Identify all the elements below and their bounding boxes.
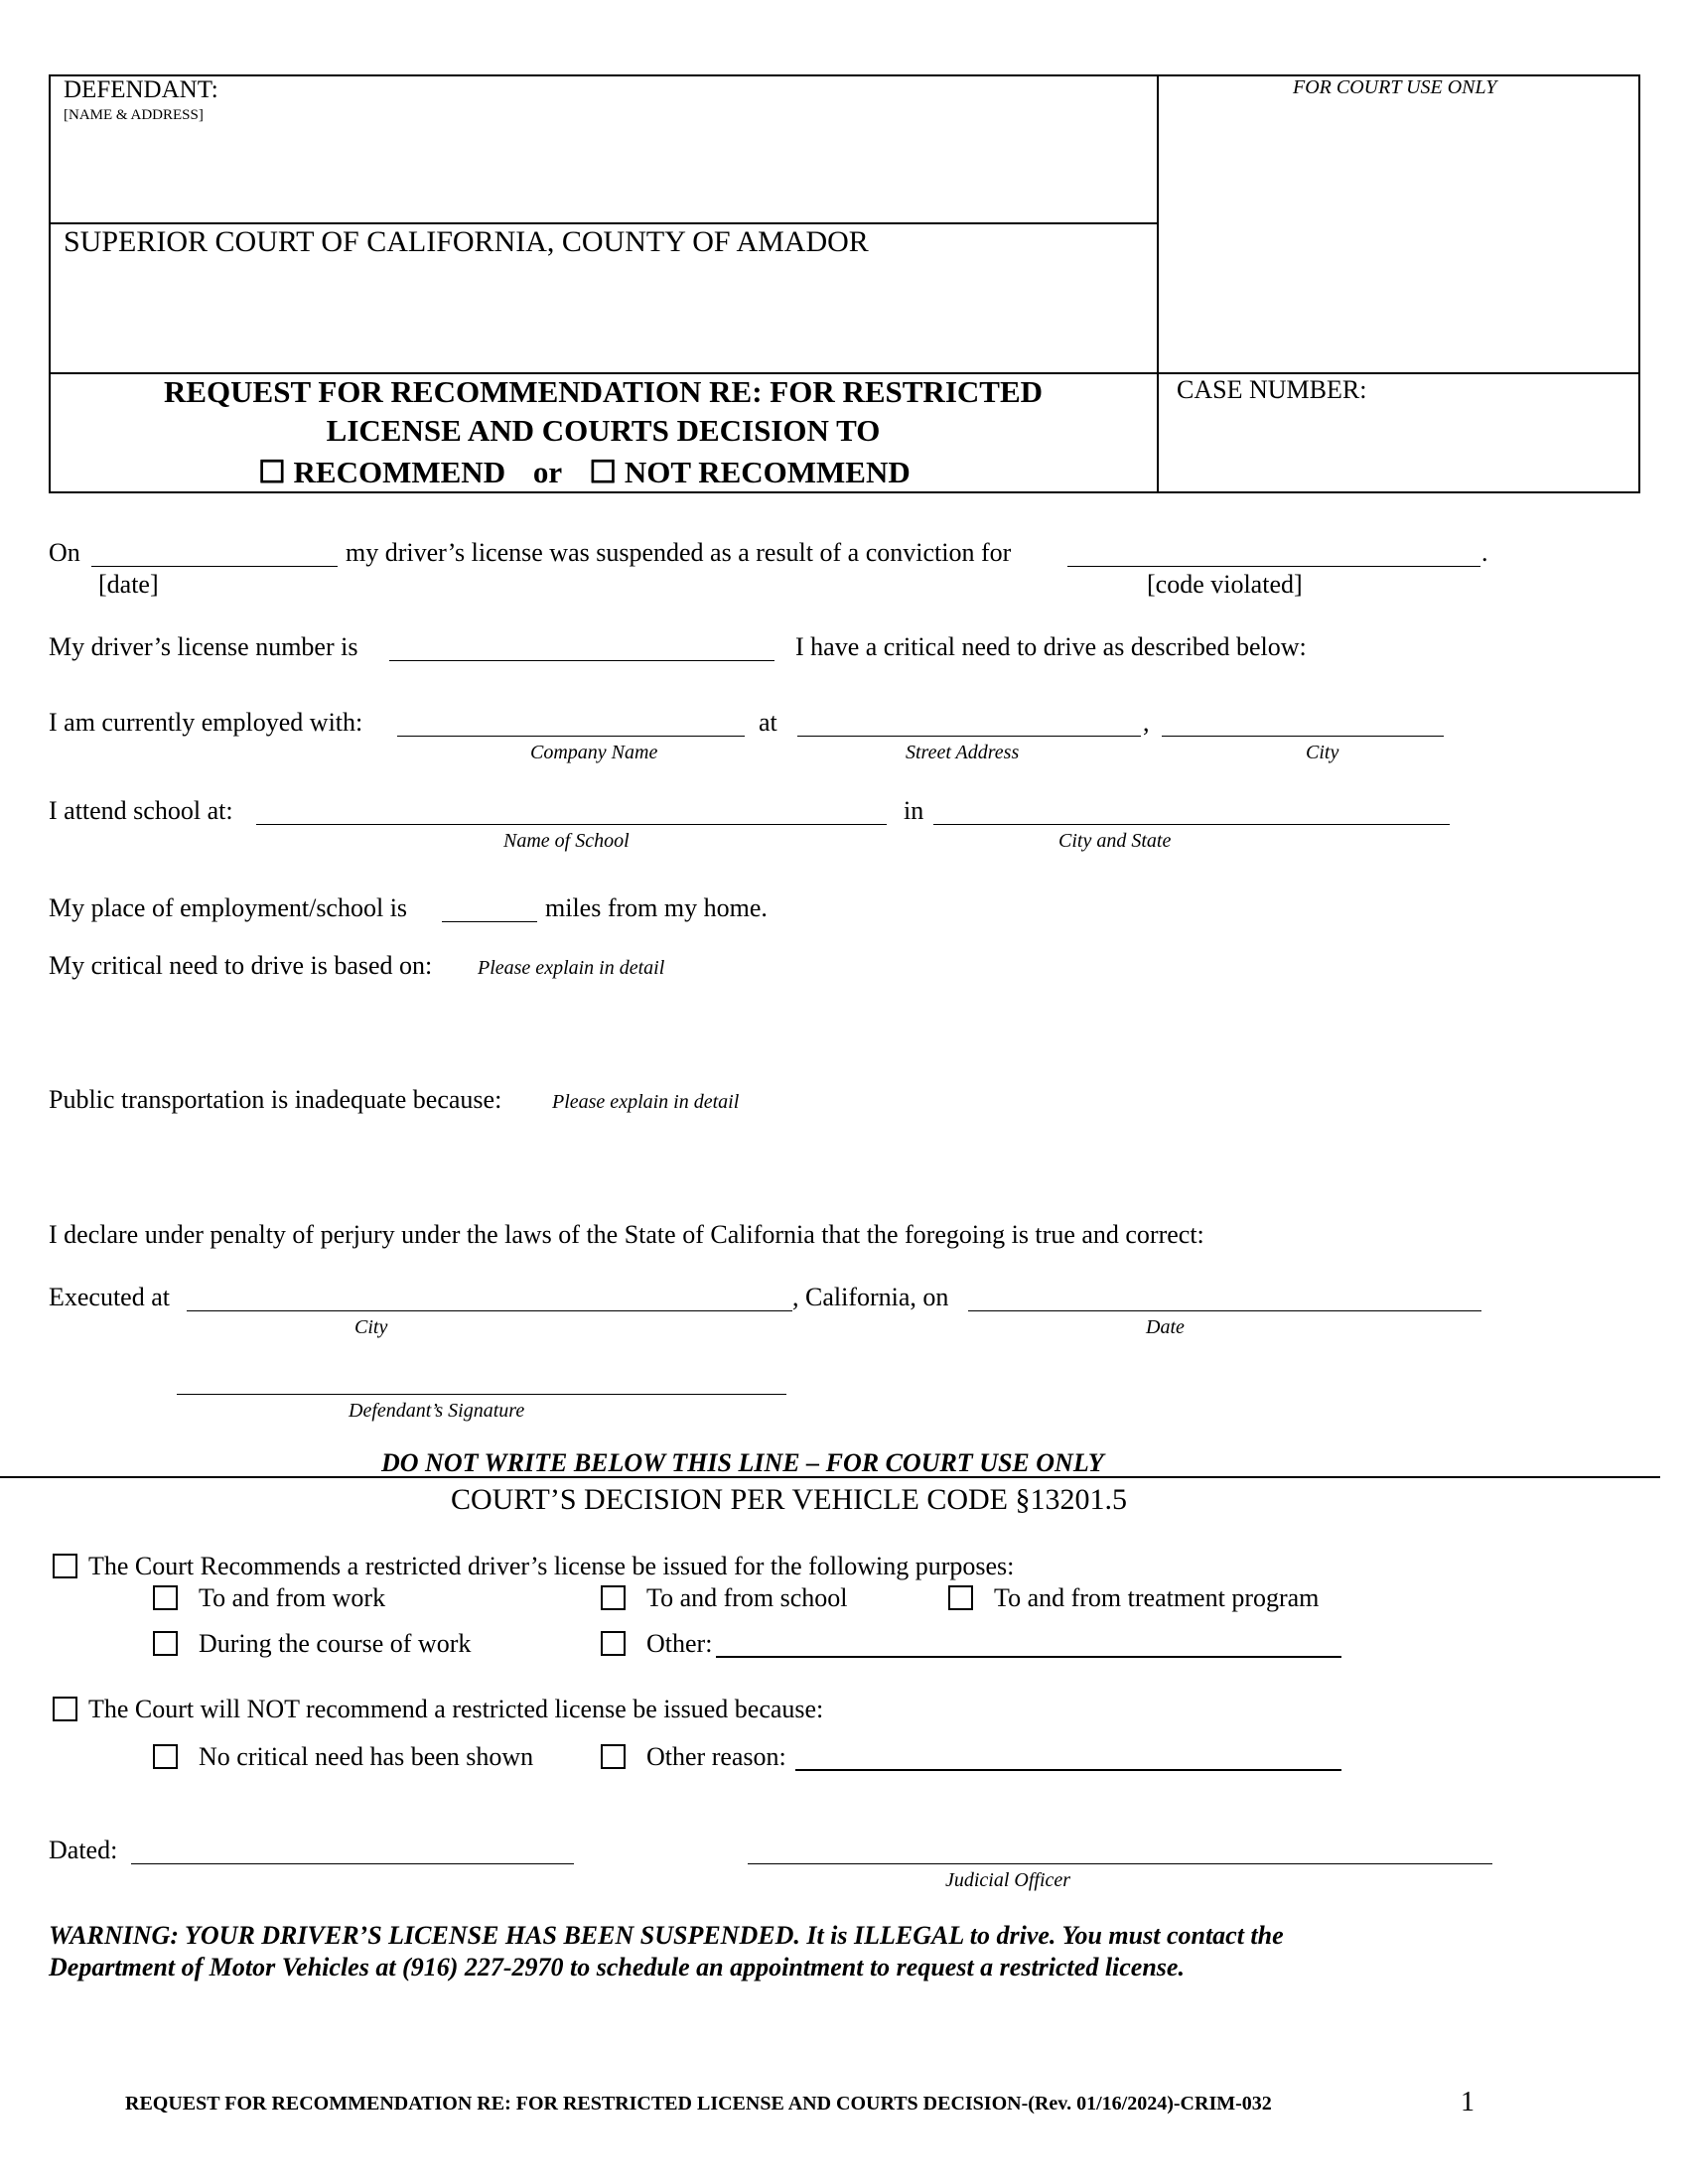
opt-no-need-label: No critical need has been shown [199,1742,534,1771]
opt-course-work-label: During the course of work [199,1629,472,1658]
judicial-officer-signature-field[interactable] [748,1863,1492,1864]
defendant-label: DEFENDANT: [64,76,218,103]
opt-no-need-checkbox[interactable] [153,1744,178,1769]
opt-other-reason-label: Other reason: [646,1742,786,1771]
defendant-sub-label: [NAME & ADDRESS] [64,107,204,123]
miles-field[interactable] [442,921,537,922]
period: . [1481,538,1488,567]
dated-label: Dated: [49,1836,118,1864]
do-not-write-notice: DO NOT WRITE BELOW THIS LINE – FOR COURT USE ONLY [381,1448,1104,1477]
dated-field[interactable] [131,1863,574,1864]
or-label: or [532,455,562,489]
need-explain-hint: Please explain in detail [478,957,665,979]
date-caption: [date] [98,570,159,599]
miles-prefix: My place of employment/school is [49,893,408,922]
opt-other-reason-checkbox[interactable] [601,1744,626,1769]
critical-need-statement: I have a critical need to drive as described below: [795,632,1307,661]
opt-other-label: Other: [646,1629,713,1658]
page-number: 1 [1461,2087,1475,2117]
miles-suffix: miles from my home. [545,893,768,922]
code-violated-caption: [code violated] [1147,570,1303,599]
opt-work-checkbox[interactable] [153,1585,178,1610]
warning-line1: WARNING: YOUR DRIVER’S LICENSE HAS BEEN SUSPENDED. It is ILLEGAL to drive. You must contact the [49,1921,1284,1950]
suspended-text: my driver’s license was suspended as a result of a conviction for [346,538,1012,567]
license-number-label: My driver’s license number is [49,632,358,661]
court-not-recommend-checkbox[interactable] [53,1697,77,1721]
recommend-label: RECOMMEND [293,455,506,489]
school-name-field[interactable] [256,824,887,825]
header-divider-1 [49,222,1158,224]
opt-treatment-label: To and from treatment program [994,1583,1320,1612]
court-recommends-checkbox[interactable] [53,1554,77,1578]
comma: , [1143,708,1150,737]
form-title-line1: REQUEST FOR RECOMMENDATION RE: FOR RESTRICTED [163,374,1044,409]
opt-other-checkbox[interactable] [601,1631,626,1656]
company-name-caption: Company Name [530,742,658,763]
header-divider-vertical [1157,74,1159,493]
executed-city-caption: City [354,1316,388,1338]
judicial-officer-caption: Judicial Officer [945,1869,1071,1891]
code-violated-field[interactable] [1067,566,1480,567]
city-caption: City [1306,742,1339,763]
form-title-line2: LICENSE AND COURTS DECISION TO [326,413,881,448]
court-recommends-text: The Court Recommends a restricted driver’s license be issued for the following purposes: [88,1552,1015,1580]
opt-course-work-checkbox[interactable] [153,1631,178,1656]
not-recommend-label: NOT RECOMMEND [624,455,911,489]
court-use-only-label: FOR COURT USE ONLY [1293,76,1497,98]
footer-form-id: REQUEST FOR RECOMMENDATION RE: FOR RESTRICTED LICENSE AND COURTS DECISION-(Rev. 01/16/2024)-CRIM-032 [125,2093,1272,2115]
court-name: SUPERIOR COURT OF CALIFORNIA, COUNTY OF AMADOR [64,225,869,258]
on-label: On [49,538,80,567]
case-number-label: CASE NUMBER: [1177,375,1367,404]
transport-explain-hint: Please explain in detail [552,1091,740,1113]
court-use-divider [0,1476,1660,1478]
executed-date-caption: Date [1146,1316,1185,1338]
recommend-checkbox[interactable]: ☐ [258,455,286,489]
signature-field[interactable] [177,1394,786,1395]
opt-school-label: To and from school [646,1583,848,1612]
executed-at-label: Executed at [49,1283,170,1311]
decision-title: COURT’S DECISION PER VEHICLE CODE §13201.5 [451,1483,1127,1516]
opt-other-reason-field[interactable] [795,1769,1341,1771]
need-based-label: My critical need to drive is based on: [49,951,433,980]
opt-other-field[interactable] [716,1656,1341,1658]
school-label: I attend school at: [49,796,233,825]
opt-treatment-checkbox[interactable] [948,1585,973,1610]
in-label: in [904,796,924,825]
school-city-state-field[interactable] [933,824,1450,825]
date-field[interactable] [91,566,338,567]
school-name-caption: Name of School [503,830,630,852]
title-options [258,455,911,490]
executed-city-field[interactable] [187,1310,792,1311]
company-name-field[interactable] [397,736,745,737]
street-address-field[interactable] [797,736,1141,737]
opt-school-checkbox[interactable] [601,1585,626,1610]
declaration-text: I declare under penalty of perjury under the laws of the State of California that the foregoing is true and correct: [49,1220,1204,1249]
not-recommend-checkbox[interactable]: ☐ [589,455,618,489]
opt-work-label: To and from work [199,1583,386,1612]
california-on-label: , California, on [792,1283,949,1311]
executed-date-field[interactable] [968,1310,1481,1311]
employed-label: I am currently employed with: [49,708,363,737]
city-state-caption: City and State [1058,830,1172,852]
employer-city-field[interactable] [1162,736,1444,737]
at-label: at [759,708,777,737]
license-number-field[interactable] [389,660,774,661]
court-not-recommend-text: The Court will NOT recommend a restricted license be issued because: [88,1695,824,1723]
signature-caption: Defendant’s Signature [349,1400,525,1422]
transport-label: Public transportation is inadequate because: [49,1085,502,1114]
warning-line2: Department of Motor Vehicles at (916) 227-2970 to schedule an appointment to request a restricted license. [49,1953,1185,1981]
street-address-caption: Street Address [906,742,1020,763]
